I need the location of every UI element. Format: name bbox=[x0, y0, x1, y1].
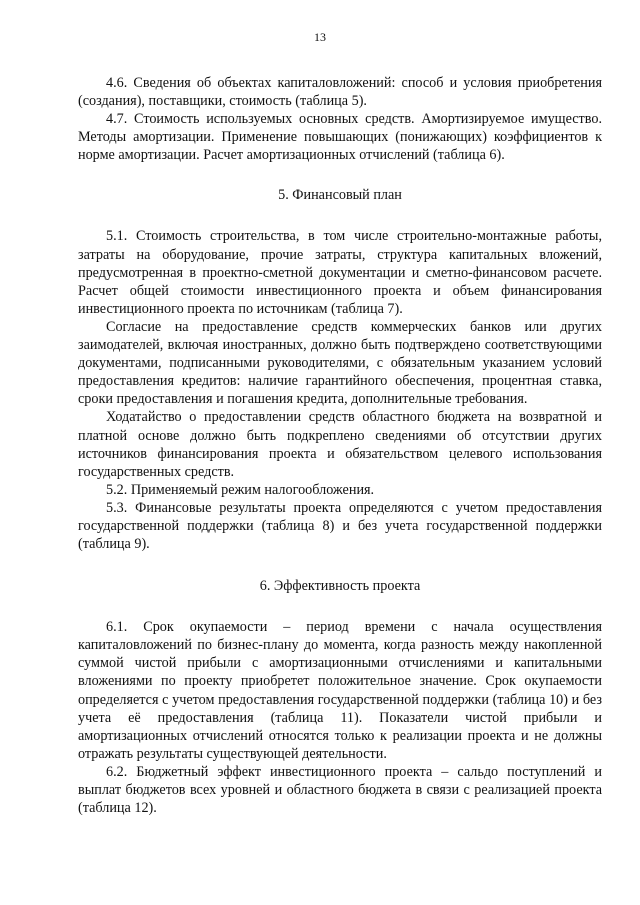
paragraph-6-1: 6.1. Срок окупаемости – период времени с начала осуществления капиталовложений по бизнес-плану до момента, когда разность между накопленной суммой чистой прибыли с амортизационными отчислениями и капитальными вложениями по проекту приобретет положительное значение. Срок окупаемости определяется с учетом предоставления государственной поддержки (таблица 10) и без учета её предоставления (таблица 11). Показатели чистой прибыли и амортизационных отчислений относятся только к реализации проекта и не должны отражать результаты существующей деятельности. bbox=[78, 619, 602, 762]
paragraph-5-3: 5.3. Финансовые результаты проекта определяются с учетом предоставления государственной поддержки (таблица 8) и без учета государственной поддержки (таблица 9). bbox=[78, 499, 602, 553]
paragraph-budget-petition: Ходатайство о предоставлении средств областного бюджета на возвратной и платной основе должно быть подкреплено сведениями об отсутствии других источников финансирования проекта и обязательством целевого использования государственных средств. bbox=[78, 409, 602, 480]
paragraph-4-6: 4.6. Сведения об объектах капиталовложений: способ и условия приобретения (создания), поставщики, стоимость (таблица 5). bbox=[78, 75, 602, 110]
paragraph-4-7: 4.7. Стоимость используемых основных средств. Амортизируемое имущество. Методы амортизации. Применение повышающих (понижающих) коэффициентов к норме амортизации. Расчет амортизационных отчислений (таблица 6). bbox=[78, 111, 602, 164]
document-body bbox=[78, 74, 602, 817]
section-heading-financial-plan: 5. Финансовый план bbox=[278, 187, 402, 204]
paragraph-5-2: 5.2. Применяемый режим налогообложения. bbox=[106, 481, 375, 498]
paragraph-5-1: 5.1. Стоимость строительства, в том числе строительно-монтажные работы, затраты на оборудование, прочие затраты, структура капитальных вложений, предусмотренная в проектно-сметной документации и сметно-финансовом расчете. Расчет общей стоимости инвестиционного проекта и объем финансирования инвестиционного проекта по источникам (таблица 7). bbox=[78, 228, 602, 317]
paragraph-bank-consent: Согласие на предоставление средств коммерческих банков или других заимодателей, включая иностранных, должно быть подтверждено соответствующими документами, подписанными руководителями, с обязательным указанием условий предоставления кредитов: наличие гарантийного обеспечения, процентная ставка, сроки предоставления и погашения кредита, дополнительные требования. bbox=[78, 318, 602, 408]
paragraph-6-2: 6.2. Бюджетный эффект инвестиционного проекта – сальдо поступлений и выплат бюджетов всех уровней и областного бюджета в связи с реализацией проекта (таблица 12). bbox=[78, 763, 602, 817]
section-heading-project-efficiency: 6. Эффективность проекта bbox=[259, 578, 421, 595]
page-number: 13 bbox=[314, 30, 326, 44]
